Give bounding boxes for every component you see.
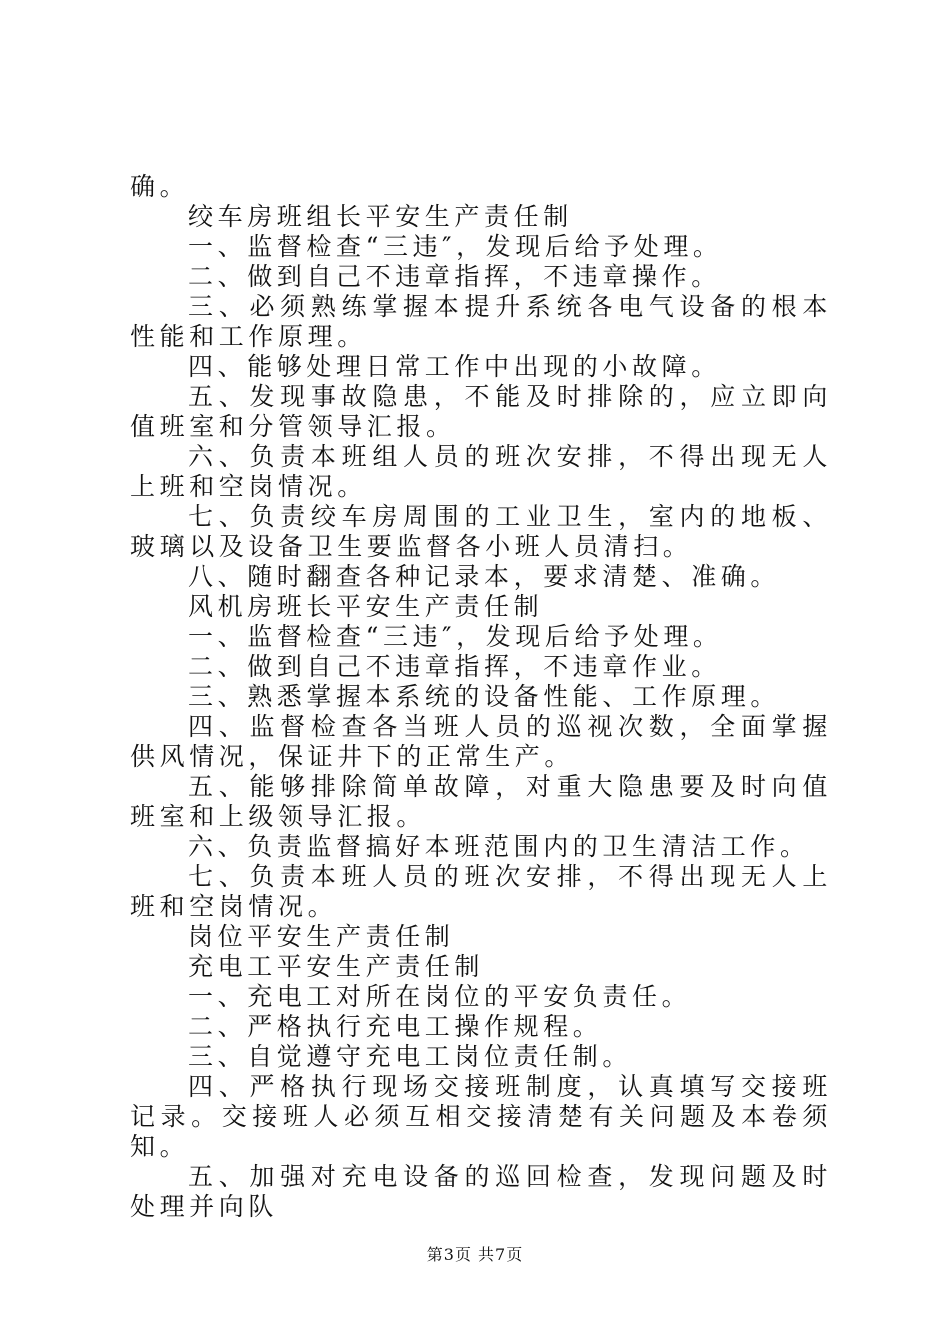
paragraph: 八、随时翻查各种记录本，要求清楚、准确。 (188, 562, 781, 591)
paragraph: 二、做到自己不违章指挥，不违章操作。 (188, 262, 721, 291)
paragraph: 二、严格执行充电工操作规程。 (188, 1012, 603, 1041)
paragraph: 确。 (130, 172, 190, 201)
paragraph: 五、能够排除简单故障，对重大隐患要及时向值班室和上级领导汇报。 (130, 772, 832, 831)
section-heading: 风机房班长平安生产责任制 (188, 592, 544, 621)
paragraph: 二、做到自己不违章指挥，不违章作业。 (188, 652, 721, 681)
paragraph: 三、必须熟练掌握本提升系统各电气设备的根本性能和工作原理。 (130, 292, 832, 351)
page-number: 第3页 共7页 (426, 1245, 524, 1264)
paragraph: 四、能够处理日常工作中出现的小故障。 (188, 352, 721, 381)
paragraph: 四、严格执行现场交接班制度，认真填写交接班记录。交接班人必须互相交接清楚有关问题及本卷须知。 (130, 1072, 832, 1161)
paragraph: 一、监督检查“三违″，发现后给予处理。 (188, 622, 723, 651)
document-body (130, 172, 832, 1222)
page-footer (0, 1242, 950, 1265)
paragraph: 七、负责本班人员的班次安排，不得出现无人上班和空岗情况。 (130, 862, 832, 921)
paragraph: 三、自觉遵守充电工岗位责任制。 (188, 1042, 633, 1071)
section-heading: 岗位平安生产责任制 (188, 922, 455, 951)
section-heading: 充电工平安生产责任制 (188, 952, 485, 981)
paragraph: 三、熟悉掌握本系统的设备性能、工作原理。 (188, 682, 781, 711)
paragraph: 七、负责绞车房周围的工业卫生，室内的地板、玻璃以及设备卫生要监督各小班人员清扫。 (130, 502, 832, 561)
paragraph: 一、监督检查“三违″，发现后给予处理。 (188, 232, 723, 261)
paragraph: 六、负责监督搞好本班范围内的卫生清洁工作。 (188, 832, 810, 861)
paragraph: 五、发现事故隐患，不能及时排除的，应立即向值班室和分管领导汇报。 (130, 382, 832, 441)
paragraph: 一、充电工对所在岗位的平安负责任。 (188, 982, 692, 1011)
paragraph: 六、负责本班组人员的班次安排，不得出现无人上班和空岗情况。 (130, 442, 832, 501)
paragraph: 四、监督检查各当班人员的巡视次数，全面掌握供风情况，保证井下的正常生产。 (130, 712, 832, 771)
section-heading: 绞车房班组长平安生产责任制 (188, 202, 573, 231)
paragraph: 五、加强对充电设备的巡回检查，发现问题及时处理并向队 (130, 1162, 832, 1221)
